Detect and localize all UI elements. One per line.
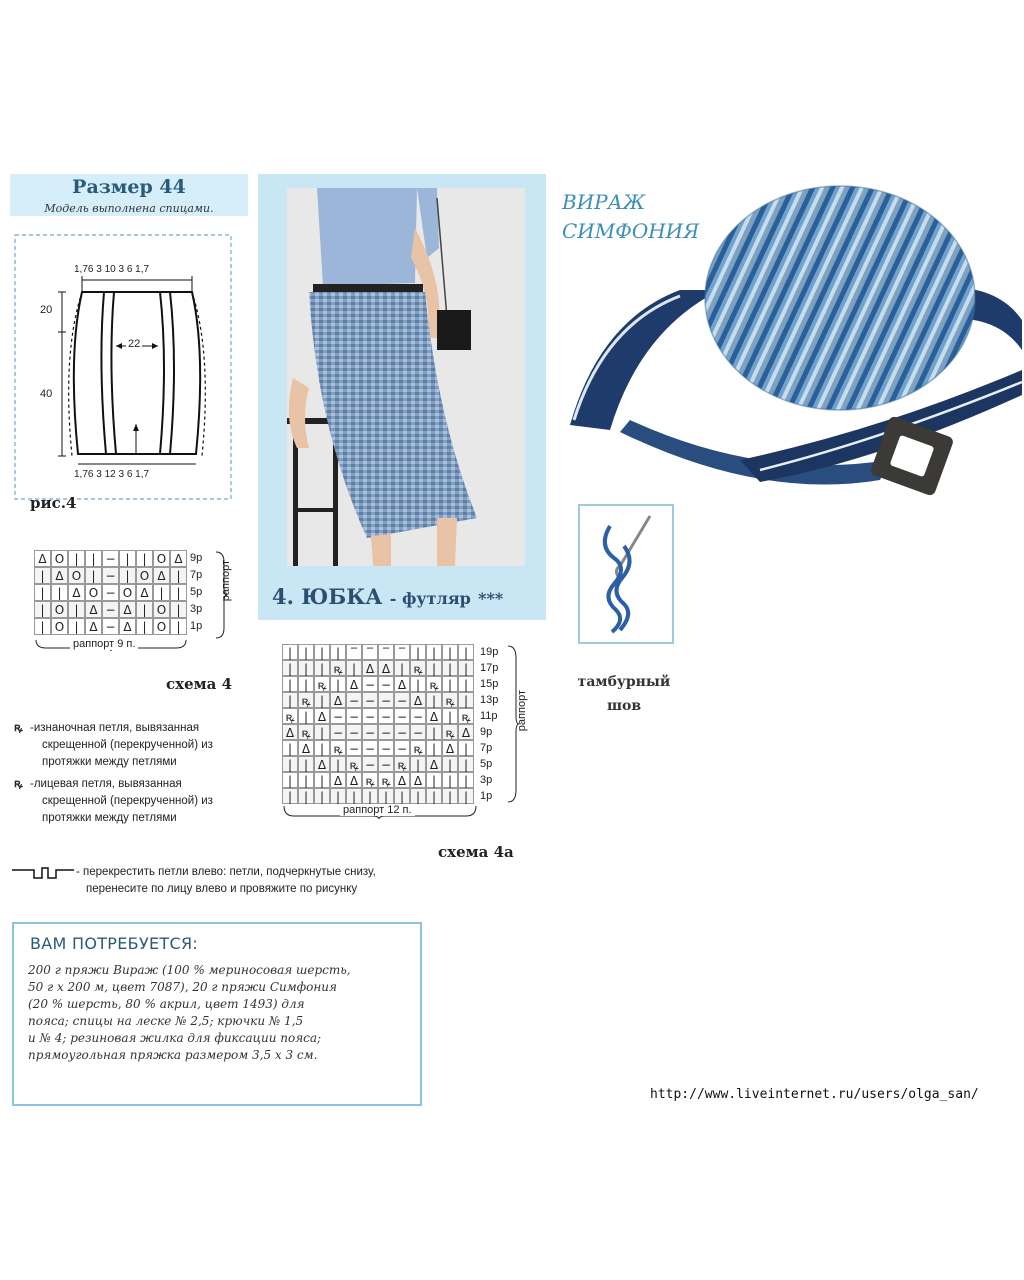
scheme4-cell: | — [34, 618, 51, 635]
scheme4a-cell: | — [314, 692, 330, 708]
scheme4-cell: Δ — [136, 584, 153, 601]
scheme4a-cell: | — [394, 660, 410, 676]
scheme4-cell: | — [136, 601, 153, 618]
scheme4a-cell: − — [330, 708, 346, 724]
legend-item-3-text — [76, 864, 376, 898]
scheme4a-cell: − — [362, 676, 378, 692]
scheme4a-cell: | — [378, 788, 394, 804]
scheme4a-cell: ꝶ — [410, 740, 426, 756]
scheme4a-cell: ꝶ — [298, 692, 314, 708]
scheme4a-cell: − — [362, 692, 378, 708]
figure-label: рис.4 — [30, 494, 77, 512]
scheme4-cell: | — [119, 567, 136, 584]
scheme4a-cell: | — [298, 708, 314, 724]
scheme4a-cell: | — [458, 644, 474, 660]
scheme4a-cell: Δ — [346, 772, 362, 788]
scheme4a-cell: | — [458, 692, 474, 708]
scheme4a-cell: − — [362, 708, 378, 724]
scheme-4-repeat-bottom: раппорт 9 п. — [70, 638, 138, 650]
scheme4a-cell: | — [362, 788, 378, 804]
scheme4-cell: | — [68, 550, 85, 567]
chain-stitch-label-line1: тамбурный — [577, 674, 671, 690]
scheme4a-cell: Δ — [410, 692, 426, 708]
scheme-4 — [34, 550, 250, 670]
scheme4-cell: | — [153, 584, 170, 601]
scheme4a-cell: | — [442, 660, 458, 676]
bottom-measures: 1,76 3 12 3 6 1,7 — [74, 469, 150, 480]
knit-crossed-icon: ꝶ — [14, 778, 23, 790]
scheme4a-cell: | — [314, 724, 330, 740]
scheme4a-cell: ꝶ — [282, 708, 298, 724]
scheme-4a-repeat-bottom: раппорт 12 п. — [340, 804, 415, 816]
scheme4a-cell: Δ — [410, 772, 426, 788]
scheme4a-cell: ꝶ — [426, 676, 442, 692]
scheme4a-cell: | — [346, 660, 362, 676]
scheme4a-cell: − — [346, 708, 362, 724]
scheme4a-cell: | — [394, 788, 410, 804]
scheme4a-row-label: 1р — [480, 790, 493, 802]
scheme4a-cell: Δ — [394, 772, 410, 788]
scheme4a-cell: | — [410, 756, 426, 772]
requirements-text — [28, 962, 408, 1064]
requirements-line-3: (20 % шерсть, 80 % акрил, цвет 1493) для — [28, 997, 305, 1011]
scheme4a-cell: − — [330, 724, 346, 740]
scheme4a-cell: − — [346, 740, 362, 756]
model-photo — [287, 188, 525, 566]
scheme4a-cell: | — [314, 660, 330, 676]
scheme4a-row-label: 17р — [480, 662, 499, 674]
scheme4-cell: O — [68, 567, 85, 584]
scheme4-cell: O — [136, 567, 153, 584]
scheme4-cell: O — [153, 601, 170, 618]
requirements-line-5: и № 4; резиновая жилка для фиксации пояса; — [28, 1031, 322, 1045]
scheme4-cell: | — [170, 567, 187, 584]
scheme4-cell: Δ — [34, 550, 51, 567]
scheme4-cell: O — [85, 584, 102, 601]
requirements-box — [12, 922, 422, 1106]
scheme4a-cell: − — [378, 756, 394, 772]
scheme4a-cell: | — [298, 788, 314, 804]
scheme4a-cell: ‾ — [362, 644, 378, 660]
scheme4a-cell: ‾ — [394, 644, 410, 660]
scheme4a-cell: − — [362, 724, 378, 740]
scheme4a-cell: | — [314, 772, 330, 788]
scheme4a-cell: ꝶ — [410, 660, 426, 676]
scheme4a-cell: | — [282, 676, 298, 692]
scheme4a-cell: ꝶ — [458, 708, 474, 724]
model-skirt-illustration — [287, 188, 525, 566]
scheme4a-cell: − — [362, 756, 378, 772]
scheme4-cell: − — [102, 618, 119, 635]
scheme4a-cell: ꝶ — [394, 756, 410, 772]
middle-width: 22 — [128, 338, 141, 350]
scheme4a-cell: | — [330, 756, 346, 772]
scheme4a-cell: Δ — [330, 692, 346, 708]
scheme4-cell: | — [34, 567, 51, 584]
legend-item-2-line-3: протяжки между петлями — [42, 812, 177, 824]
scheme4a-cell: | — [426, 788, 442, 804]
scheme4a-cell: − — [378, 692, 394, 708]
height-bottom: 40 — [40, 388, 53, 400]
yarn-brand-line2: СИМФОНИЯ — [562, 219, 700, 243]
height-top: 20 — [40, 304, 53, 316]
scheme4a-cell: | — [410, 788, 426, 804]
scheme4a-cell: | — [442, 708, 458, 724]
difficulty-stars: *** — [478, 589, 504, 608]
scheme4-row-label: 9р — [190, 552, 203, 564]
requirements-line-2: 50 г х 200 м, цвет 7087), 20 г пряжи Симфония — [28, 980, 337, 994]
scheme4a-cell: − — [346, 692, 362, 708]
skirt-title-main: 4. ЮБКА — [272, 584, 383, 609]
scheme4a-cell: | — [298, 772, 314, 788]
scheme4a-cell: | — [458, 772, 474, 788]
scheme4-cell: | — [136, 618, 153, 635]
size-subtitle: Модель выполнена спицами. — [44, 202, 214, 215]
scheme4-row-label: 7р — [190, 569, 203, 581]
scheme4a-cell: − — [378, 740, 394, 756]
scheme4-cell: − — [102, 584, 119, 601]
skirt-title-sub: - футляр — [389, 589, 471, 608]
scheme4-cell: Δ — [119, 618, 136, 635]
scheme4a-cell: | — [426, 772, 442, 788]
scheme4a-cell: − — [346, 724, 362, 740]
scheme4a-cell: Δ — [298, 740, 314, 756]
chain-stitch-box — [578, 504, 674, 644]
scheme4a-cell: ‾ — [346, 644, 362, 660]
scheme4a-cell: | — [346, 788, 362, 804]
chain-stitch-label — [566, 670, 682, 718]
requirements-line-6: прямоугольная пряжка размером 3,5 х 3 см. — [28, 1048, 318, 1062]
scheme4a-cell: | — [442, 772, 458, 788]
scheme4a-cell: | — [298, 676, 314, 692]
scheme4-cell: | — [136, 550, 153, 567]
scheme4a-cell: Δ — [314, 708, 330, 724]
scheme4a-cell: − — [378, 724, 394, 740]
scheme4a-cell: | — [282, 740, 298, 756]
scheme4a-cell: | — [282, 660, 298, 676]
scheme4-cell: Δ — [119, 601, 136, 618]
scheme4-cell: | — [68, 601, 85, 618]
scheme4-cell: | — [34, 601, 51, 618]
legend-item-1-line-1: -изнаночная петля, вывязанная — [30, 722, 200, 734]
scheme4-cell: Δ — [85, 601, 102, 618]
scheme4a-cell: | — [458, 756, 474, 772]
scheme4a-row-label: 11р — [480, 710, 498, 722]
scheme4a-cell: | — [458, 660, 474, 676]
scheme4a-cell: − — [410, 724, 426, 740]
legend-item-2-text — [30, 776, 213, 827]
scheme4a-cell: | — [410, 644, 426, 660]
scheme4-cell: O — [51, 550, 68, 567]
scheme4-cell: Δ — [51, 567, 68, 584]
scheme4a-cell: ꝶ — [298, 724, 314, 740]
scheme4a-cell: ꝶ — [314, 676, 330, 692]
scheme4a-row-label: 5р — [480, 758, 493, 770]
scheme4-row-label: 1р — [190, 620, 203, 632]
scheme4-cell: | — [119, 550, 136, 567]
scheme4a-cell: | — [330, 788, 346, 804]
scheme4-cell: O — [153, 618, 170, 635]
scheme4a-cell: | — [282, 692, 298, 708]
scheme4a-cell: − — [394, 692, 410, 708]
scheme4a-cell: Δ — [458, 724, 474, 740]
scheme4a-cell: ꝶ — [346, 756, 362, 772]
yarn-ball-image — [560, 170, 1024, 530]
scheme4a-cell: | — [298, 644, 314, 660]
source-url[interactable]: http://www.liveinternet.ru/users/olga_san/ — [650, 1087, 979, 1102]
scheme4a-cell: | — [442, 676, 458, 692]
skirt-pattern-diagram — [14, 234, 232, 500]
scheme4a-cell: | — [426, 692, 442, 708]
scheme4-cell: | — [85, 567, 102, 584]
scheme4a-cell: | — [314, 644, 330, 660]
scheme4a-row-label: 9р — [480, 726, 493, 738]
scheme4-cell: − — [102, 550, 119, 567]
scheme4-cell: Δ — [153, 567, 170, 584]
scheme4a-cell: | — [282, 788, 298, 804]
scheme4a-cell: | — [282, 756, 298, 772]
scheme4a-cell: − — [362, 740, 378, 756]
scheme4a-cell: | — [442, 644, 458, 660]
scheme4a-cell: Δ — [378, 660, 394, 676]
scheme4a-cell: | — [426, 740, 442, 756]
yarn-ball-illustration — [560, 170, 1024, 530]
scheme4a-cell: | — [314, 740, 330, 756]
scheme4a-cell: ꝶ — [330, 660, 346, 676]
scheme4a-cell: | — [314, 788, 330, 804]
scheme-4-repeat-side: раппорт — [220, 560, 232, 602]
scheme-4a-repeat-side: раппорт — [516, 690, 528, 732]
scheme4a-cell: − — [378, 676, 394, 692]
scheme4a-cell: | — [298, 660, 314, 676]
scheme4a-cell: | — [282, 772, 298, 788]
scheme-4a — [282, 644, 542, 824]
scheme4a-cell: ꝶ — [442, 724, 458, 740]
scheme4a-cell: | — [330, 644, 346, 660]
legend-item-1-text — [30, 720, 213, 771]
legend-item-2-line-1: -лицевая петля, вывязанная — [30, 778, 182, 790]
scheme4a-cell: | — [330, 676, 346, 692]
legend-item-3-line-1: - перекрестить петли влево: петли, подчеркнутые снизу, — [76, 866, 376, 878]
scheme-4a-label: схема 4а — [438, 843, 514, 861]
scheme4a-cell: Δ — [282, 724, 298, 740]
scheme4a-cell: ꝶ — [378, 772, 394, 788]
scheme4a-cell: − — [410, 708, 426, 724]
requirements-line-4: пояса; спицы на леске № 2,5; крючки № 1,5 — [28, 1014, 304, 1028]
scheme4a-cell: Δ — [426, 756, 442, 772]
scheme4a-cell: ‾ — [378, 644, 394, 660]
scheme4a-row-label: 15р — [480, 678, 499, 690]
scheme4-cell: | — [85, 550, 102, 567]
scheme4-cell: | — [51, 584, 68, 601]
scheme4a-cell: ꝶ — [442, 692, 458, 708]
scheme4-cell: Δ — [170, 550, 187, 567]
legend-item-3-line-2: перенесите по лицу влево и провяжите по рисунку — [86, 883, 358, 895]
scheme4a-cell: | — [458, 676, 474, 692]
skirt-title — [272, 584, 503, 609]
scheme4-cell: O — [51, 601, 68, 618]
scheme4a-cell: Δ — [346, 676, 362, 692]
scheme4-cell: | — [170, 584, 187, 601]
scheme4-cell: | — [68, 618, 85, 635]
scheme4a-cell: | — [298, 756, 314, 772]
scheme4a-row-label: 7р — [480, 742, 493, 754]
crochet-hook-icon — [580, 506, 672, 642]
scheme4a-cell: Δ — [314, 756, 330, 772]
scheme-4-label: схема 4 — [166, 675, 233, 693]
scheme4-cell: Δ — [85, 618, 102, 635]
yarn-brand-line1: ВИРАЖ — [562, 190, 646, 214]
scheme4-cell: O — [119, 584, 136, 601]
scheme4-cell: | — [170, 601, 187, 618]
legend-item-1-line-3: протяжки между петлями — [42, 756, 177, 768]
scheme4a-row-label: 13р — [480, 694, 499, 706]
scheme4a-cell: | — [426, 724, 442, 740]
cross-left-icon — [12, 866, 74, 880]
scheme4-cell: − — [102, 567, 119, 584]
pattern-page — [0, 170, 1024, 1110]
scheme4a-cell: Δ — [362, 660, 378, 676]
scheme4a-cell: ꝶ — [362, 772, 378, 788]
scheme4a-cell: − — [394, 708, 410, 724]
size-title: Размер 44 — [72, 176, 186, 198]
scheme4a-cell: | — [282, 644, 298, 660]
scheme4-cell: | — [34, 584, 51, 601]
scheme4a-cell: | — [458, 788, 474, 804]
scheme4-row-label: 3р — [190, 603, 203, 615]
requirements-title: ВАМ ПОТРЕБУЕТСЯ: — [30, 934, 199, 953]
scheme4a-cell: | — [426, 660, 442, 676]
scheme4-cell: Δ — [68, 584, 85, 601]
scheme4a-cell: Δ — [394, 676, 410, 692]
scheme4a-cell: ꝶ — [330, 740, 346, 756]
scheme4a-row-label: 19р — [480, 646, 499, 658]
scheme4a-cell: Δ — [442, 740, 458, 756]
scheme4a-cell: | — [426, 644, 442, 660]
scheme4a-cell: | — [458, 740, 474, 756]
scheme4a-cell: Δ — [330, 772, 346, 788]
scheme4a-cell: | — [442, 788, 458, 804]
legend-item-1-line-2: скрещенной (перекрученной) из — [42, 739, 213, 751]
scheme4-cell: | — [170, 618, 187, 635]
top-measures: 1,76 3 10 3 6 1,7 — [74, 264, 150, 275]
size-header — [10, 174, 248, 216]
purl-crossed-icon: ꝶ — [14, 722, 23, 734]
scheme4a-row-label: 3р — [480, 774, 493, 786]
scheme4-cell: − — [102, 601, 119, 618]
legend-item-2-line-2: скрещенной (перекрученной) из — [42, 795, 213, 807]
chain-stitch-label-line2: шов — [606, 698, 642, 714]
scheme4a-cell: | — [410, 676, 426, 692]
scheme4a-cell: − — [394, 724, 410, 740]
scheme4a-cell: − — [378, 708, 394, 724]
scheme4a-cell: | — [442, 756, 458, 772]
scheme4a-cell: − — [394, 740, 410, 756]
requirements-line-1: 200 г пряжи Вираж (100 % мериносовая шерсть, — [28, 963, 351, 977]
scheme4-row-label: 5р — [190, 586, 203, 598]
scheme4-cell: O — [51, 618, 68, 635]
scheme4-cell: O — [153, 550, 170, 567]
scheme4a-cell: Δ — [426, 708, 442, 724]
